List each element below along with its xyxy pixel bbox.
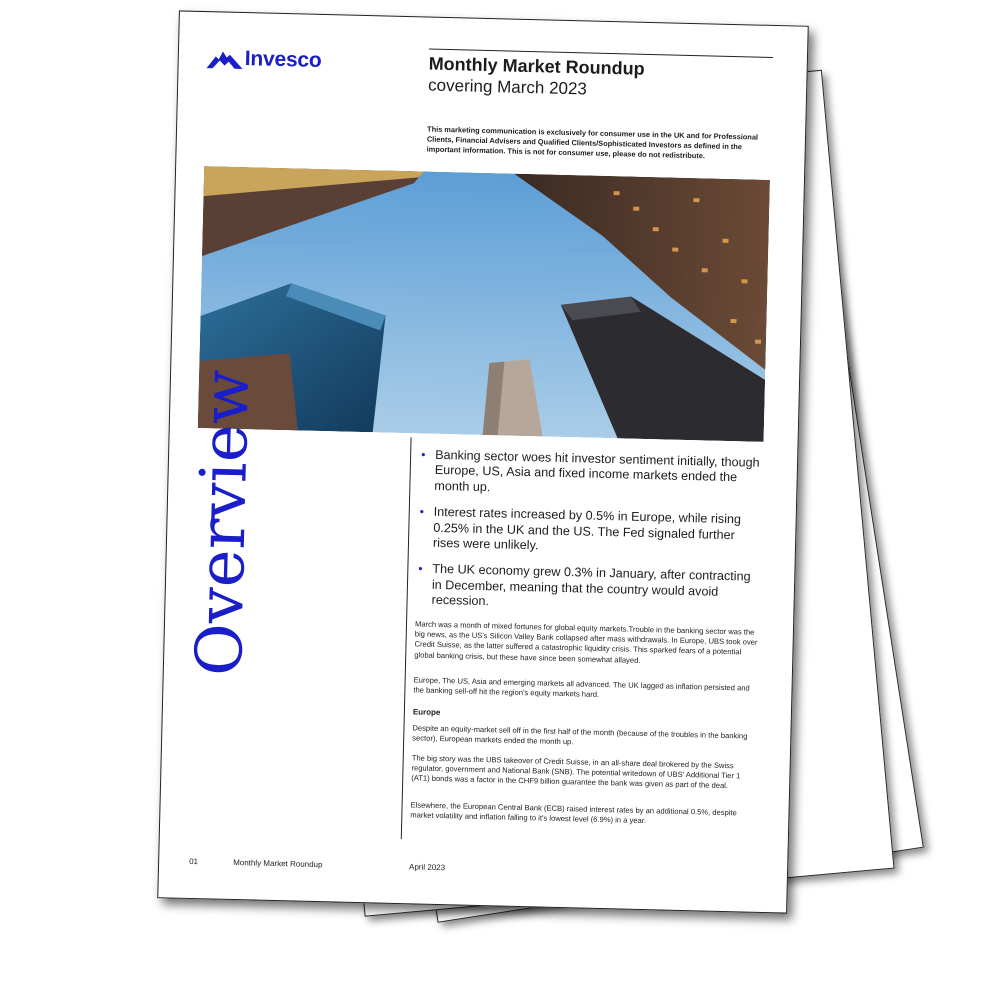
column-divider: [401, 437, 412, 839]
list-item: [420, 447, 765, 502]
mountain-logo-icon: [207, 47, 244, 70]
document-subtitle: covering March 2023: [427, 75, 588, 99]
bullet-text: Banking sector woes hit investor sentiment initially, though Europe, US, Asia and fixed income markets ended the month up.: [434, 447, 760, 494]
front-page: [157, 10, 809, 913]
footer-page-number: 01: [189, 856, 199, 867]
body-paragraph: Elsewhere, the European Central Bank (ECB) raised interest rates by an additional 0.5%, despite market volatility and inflation falling to it's lowest level (6.9%) in a year.: [410, 800, 737, 826]
skyscrapers-photo: [198, 166, 770, 442]
bullet-icon: •: [420, 447, 426, 462]
footer-title: Monthly Market Roundup: [233, 858, 323, 870]
list-item: [417, 562, 762, 617]
europe-heading: Europe: [412, 707, 441, 718]
body-paragraph: Despite an equity-market sell off in the first half of the month (because of the troubles in the banking sector), European markets ended the month up.: [412, 723, 748, 747]
brand-name: Invesco: [244, 47, 322, 72]
document-title: Monthly Market Roundup: [428, 53, 645, 79]
body-paragraph: March was a month of mixed fortunes for global equity markets.Trouble in the banking sector was the big news, as the US's Silicon Valley Bank collapsed after mass withdrawals. In Europe, UBS took over Credit Suisse, as the latter suffered a catastrophic liquidity crisis. This sparked fears of a potential global banking crisis, but these have since been somewhat allayed.: [414, 619, 758, 665]
brand-logo: [206, 46, 321, 73]
disclaimer-text: This marketing communication is exclusively for consumer use in the UK and for Professional Clients, Financial Advisers and Qualified Clients/Sophisticated Investors as defined in the important information. This is not for consumer use, please do not redistribute.: [426, 124, 759, 160]
section-title-overview: Overview: [182, 368, 265, 677]
list-item: [419, 505, 764, 560]
key-points-list: [417, 447, 765, 627]
footer-date: April 2023: [408, 862, 446, 873]
body-paragraph: The big story was the UBS takeover of Credit Suisse, in an all-share deal brokered by the Swiss regulator, government and National Bank (SNB). The potential writedown of UBS' Additional Tier 1 (AT1) bonds was a factor in the CHF9 billion guarantee the bank was given as part of the deal.: [411, 753, 741, 791]
bullet-text: The UK economy grew 0.3% in January, after contracting in December, meaning that the country would avoid recession.: [431, 562, 751, 609]
body-paragraph: Europe, The US, Asia and emerging markets all advanced. The UK lagged as inflation persisted and the banking sell-off hit the region's equity markets hard.: [413, 675, 750, 700]
bullet-icon: •: [418, 561, 423, 576]
bullet-text: Interest rates increased by 0.5% in Europe, while rising 0.25% in the UK and the US. The Fed signaled further rises were unlikely.: [432, 505, 742, 553]
bullet-icon: •: [419, 504, 425, 519]
